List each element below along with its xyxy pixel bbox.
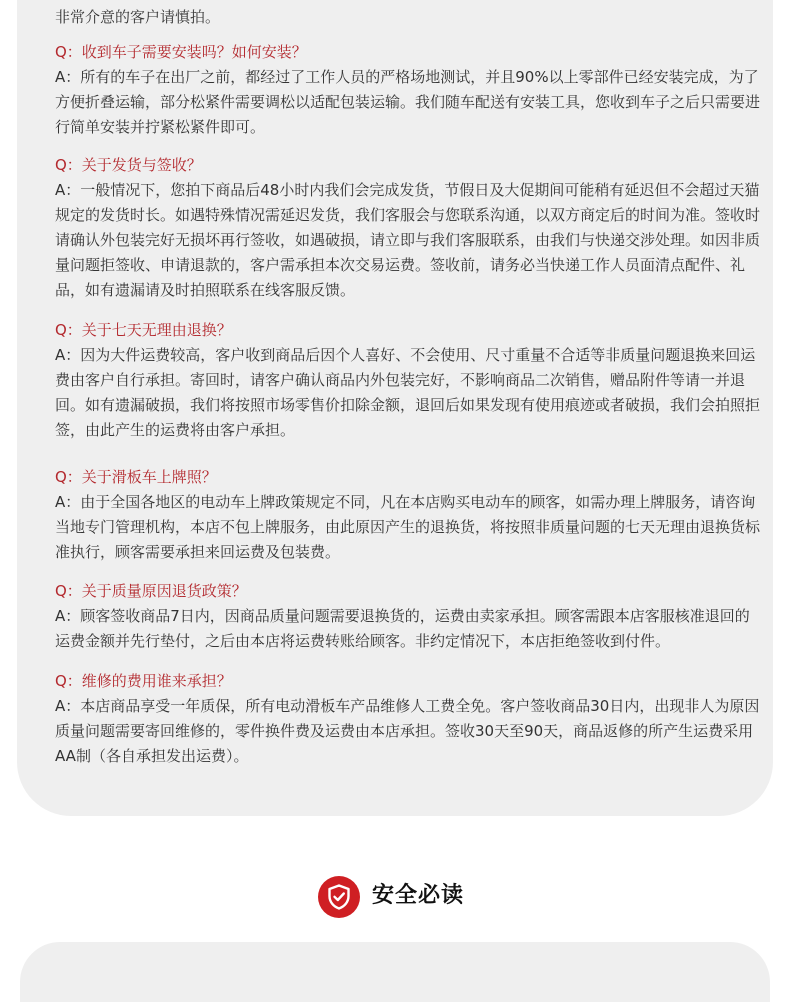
faq-question: Q：关于质量原因退货政策？ bbox=[55, 582, 247, 600]
faq-item bbox=[55, 579, 760, 654]
faq-answer: A：顾客签收商品7日内，因商品质量问题需要退换货的，运费由卖家承担。顾客需跟本店客服核准退回的运费金额并先行垫付，之后由本店将运费转账给顾客。非约定情况下，本店拒绝签收到付件。 bbox=[55, 607, 750, 650]
faq-answer: A：所有的车子在出厂之前，都经过了工作人员的严格场地测试，并且90%以上零部件已经安装完成，为了方便折叠运输，部分松紧件需要调松以适配包装运输。我们随车配送有安装工具，您收到车子之后只需要进行简单安装并拧紧松紧件即可。 bbox=[55, 68, 761, 136]
faq-item bbox=[55, 153, 760, 303]
faq-question: Q：关于滑板车上牌照？ bbox=[55, 468, 217, 486]
faq-item bbox=[55, 318, 760, 443]
faq-answer: A：本店商品享受一年质保，所有电动滑板车产品维修人工费全免。客户签收商品30日内，出现非人为原因质量问题需要寄回维修的，零件换件费及运费由本店承担。签收30天至90天，商品返修的所产生运费采用AA制（各自承担发出运费）。 bbox=[55, 697, 760, 765]
shield-check-icon bbox=[318, 876, 360, 918]
faq-question: Q：维修的费用谁来承担？ bbox=[55, 672, 232, 690]
intro-text: 非常介意的客户请慎拍。 bbox=[55, 8, 221, 26]
faq-answer: A：由于全国各地区的电动车上牌政策规定不同，凡在本店购买电动车的顾客，如需办理上牌服务，请咨询当地专门管理机构，本店不包上牌服务，由此原因产生的退换货，将按照非质量问题的七天无理由退换货标准执行，顾客需要承担来回运费及包装费。 bbox=[55, 493, 761, 561]
faq-question: Q：关于七天无理由退换？ bbox=[55, 321, 232, 339]
section-title: 安全必读 bbox=[372, 883, 465, 908]
safety-section-header bbox=[0, 872, 790, 920]
safety-card bbox=[20, 942, 770, 1002]
faq-item bbox=[55, 40, 760, 140]
faq-question: Q：关于发货与签收？ bbox=[55, 156, 202, 174]
faq-answer: A：一般情况下，您拍下商品后48小时内我们会完成发货，节假日及大促期间可能稍有延迟但不会超过天猫规定的发货时长。如遇特殊情况需延迟发货，我们客服会与您联系沟通，以双方商定后的时间为准。签收时请确认外包装完好无损坏再行签收，如遇破损，请立即与我们客服联系，由我们与快递交涉处理。如因非质量问题拒签收、申请退款的，客户需承担本次交易运费。签收前，请务必当快递工作人员面清点配件、礼品，如有遗漏请及时拍照联系在线客服反馈。 bbox=[55, 181, 761, 299]
faq-item bbox=[55, 669, 760, 769]
faq-answer: A：因为大件运费较高，客户收到商品后因个人喜好、不会使用、尺寸重量不合适等非质量问题退换来回运费由客户自行承担。寄回时，请客户确认商品内外包装完好，不影响商品二次销售，赠品附件等请一并退回。如有遗漏破损，我们将按照市场零售价扣除金额，退回后如果发现有使用痕迹或者破损，我们会拍照拒签，由此产生的运费将由客户承担。 bbox=[55, 346, 761, 439]
faq-item bbox=[55, 465, 760, 565]
faq-question: Q：收到车子需要安装吗？如何安装？ bbox=[55, 43, 307, 61]
